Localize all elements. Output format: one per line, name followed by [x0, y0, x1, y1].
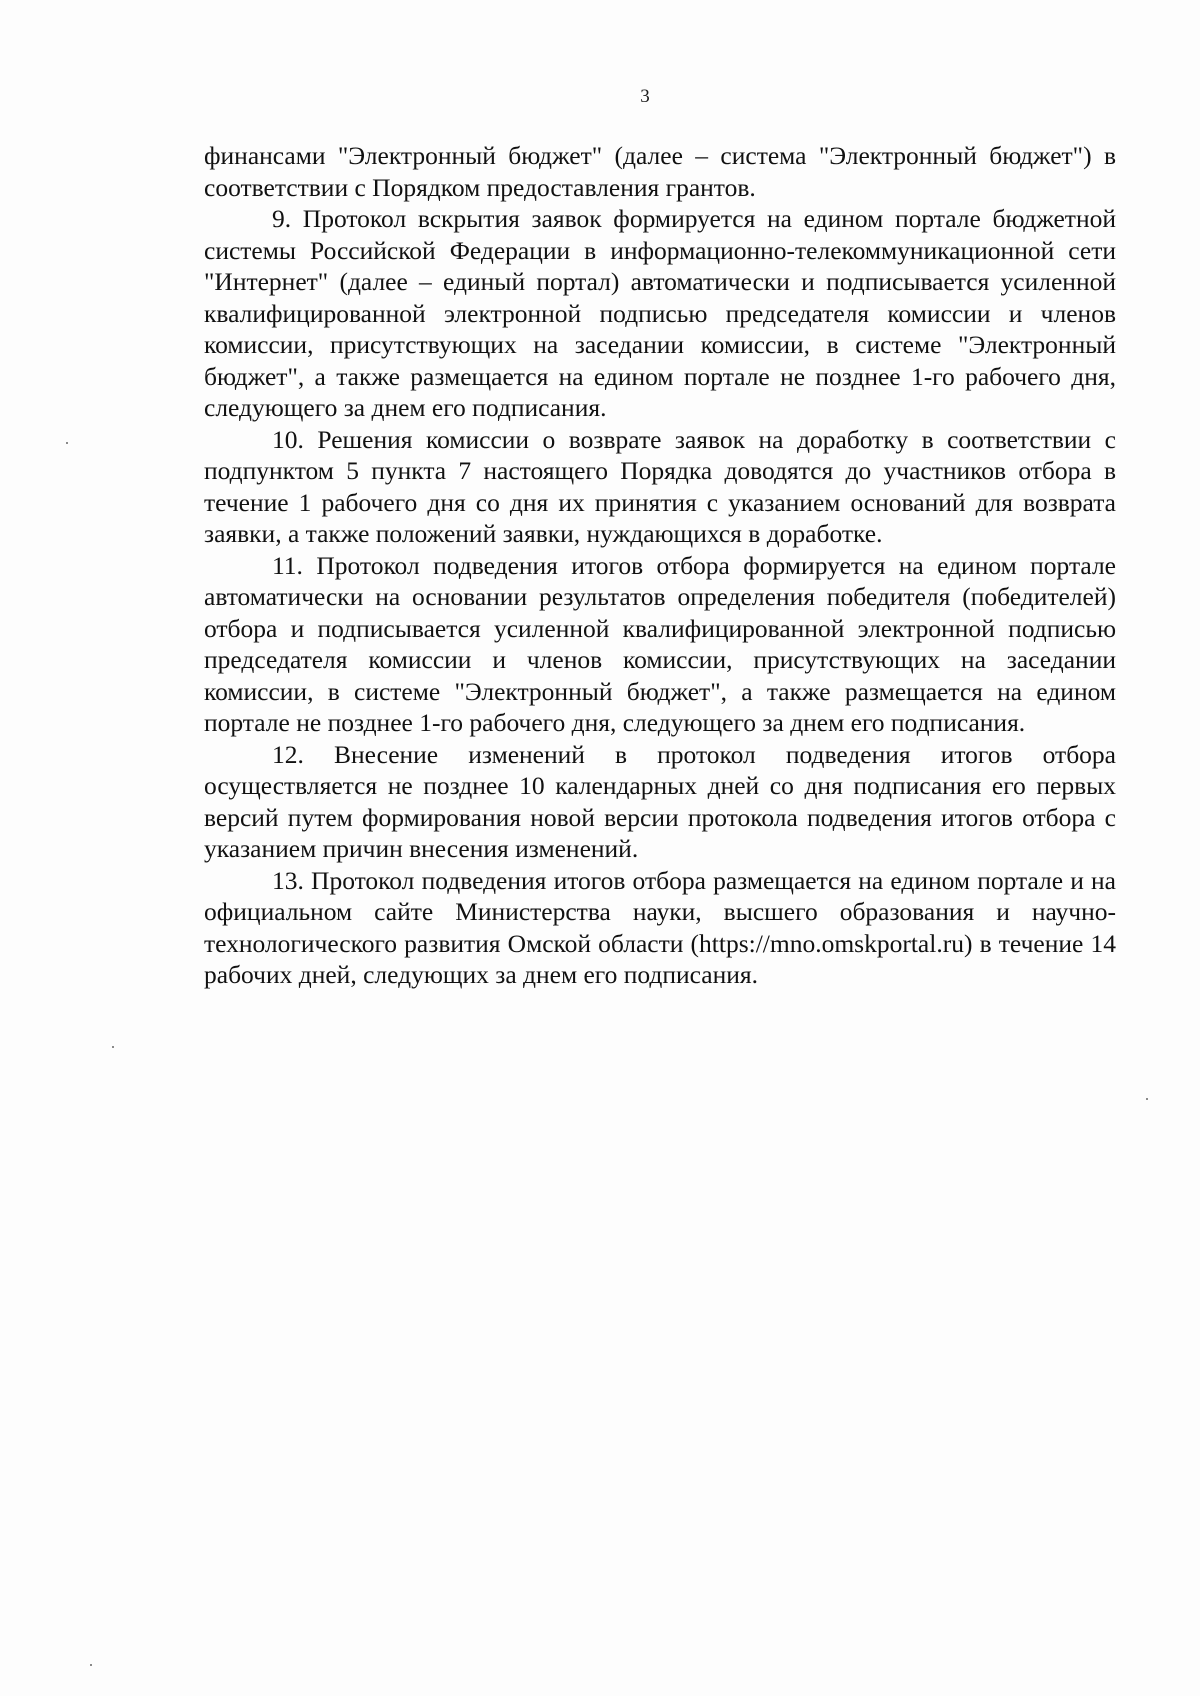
paragraph-11: 11. Протокол подведения итогов отбора формируется на едином портале автоматически на основании результатов определения победителя (победителей) отбора и подписывается усиленной квалифицированной электронной подписью председателя комиссии и членов комиссии, присутствующих на заседании комиссии, в системе "Электронный бюджет", а также размещается на едином портале не позднее 1-го рабочего дня, следующего за днем его подписания.: [204, 550, 1116, 737]
page-number: 3: [640, 86, 650, 107]
paragraph-10: 10. Решения комиссии о возврате заявок на доработку в соответствии с подпунктом 5 пункта 7 настоящего Порядка доводятся до участников отбора в течение 1 рабочего дня со дня их принятия с указанием оснований для возврата заявки, а также положений заявки, нуждающихся в доработке.: [204, 424, 1116, 548]
scan-speck: [1146, 1098, 1148, 1100]
paragraph-9: 9. Протокол вскрытия заявок формируется на едином портале бюджетной системы Российской Федерации в информационно-телекоммуникационной сети "Интернет" (далее – единый портал) автоматически и подписывается усиленной квалифицированной электронной подписью председателя комиссии и членов комиссии, присутствующих на заседании комиссии, в системе "Электронный бюджет", а также размещается на едином портале не позднее 1-го рабочего дня, следующего за днем его подписания.: [204, 204, 1116, 422]
paragraph-continuation: финансами "Электронный бюджет" (далее – система "Электронный бюджет") в соответствии с Порядком предоставления грантов.: [204, 141, 1116, 202]
scan-speck: [90, 1664, 92, 1666]
paragraph-13: 13. Протокол подведения итогов отбора размещается на едином портале и на официальном сайте Министерства науки, высшего образования и научно-технологического развития Омской области (https://mno.omskportal.ru) в течение 14 рабочих дней, следующих за днем его подписания.: [204, 865, 1116, 989]
scan-speck: [66, 442, 68, 444]
document-body: [204, 140, 1116, 991]
paragraph-12: 12. Внесение изменений в протокол подведения итогов отбора осуществляется не позднее 10 календарных дней со дня подписания его первых версий путем формирования новой версии протокола подведения итогов отбора с указанием причин внесения изменений.: [204, 739, 1116, 863]
scan-speck: [112, 1046, 114, 1048]
